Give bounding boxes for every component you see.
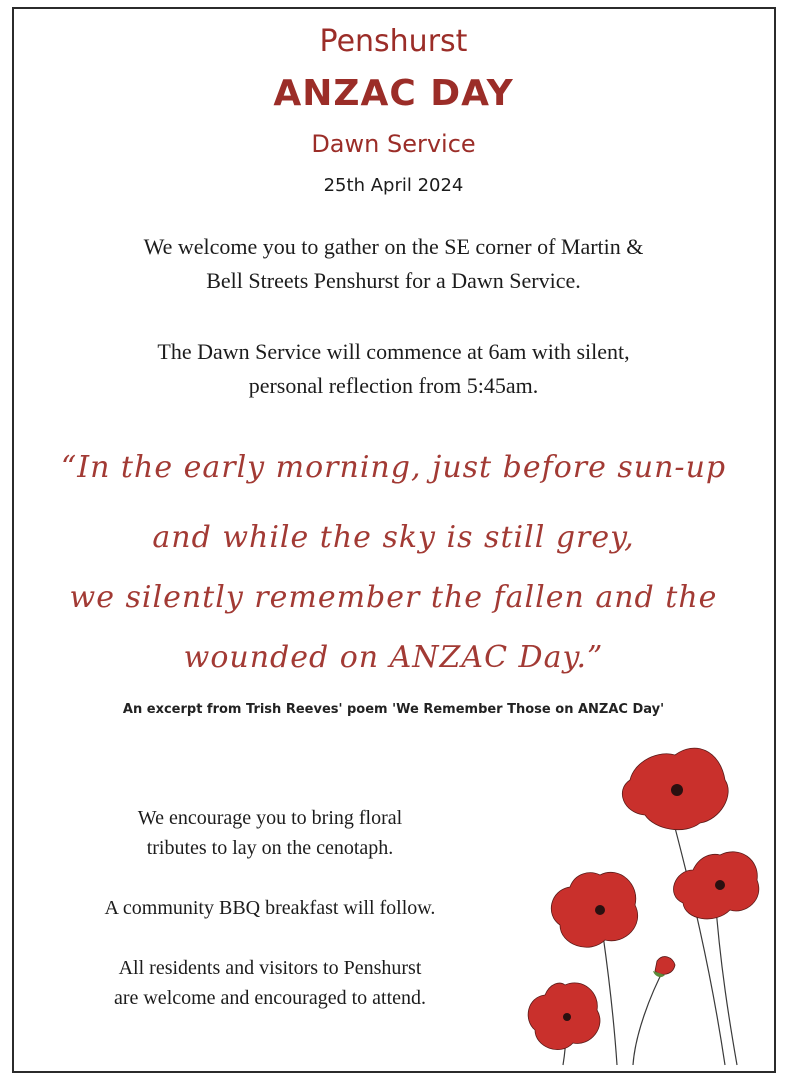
welcome-paragraph <box>0 230 787 298</box>
title-anzac-day: ANZAC DAY <box>273 73 514 114</box>
welcome-line: Bell Streets Penshurst for a Dawn Service. <box>206 268 581 293</box>
commence-line: The Dawn Service will commence at 6am with silent, <box>157 339 630 364</box>
floral-line: tributes to lay on the cenotaph. <box>146 837 394 859</box>
title-town: Penshurst <box>319 24 468 59</box>
all-line: All residents and visitors to Penshurst <box>118 957 422 979</box>
commence-line: personal reflection from 5:45am. <box>248 373 539 398</box>
poem-line: “In the early morning, just before sun-up <box>60 450 727 485</box>
poem-line: and while the sky is still grey, <box>152 520 635 555</box>
welcome-line: We welcome you to gather on the SE corner of Martin & <box>143 234 644 259</box>
event-date: 25th April 2024 <box>323 175 464 196</box>
floral-line: We encourage you to bring floral <box>137 807 403 829</box>
poppy-flowers-icon <box>505 735 775 1070</box>
poem-attribution: An excerpt from Trish Reeves' poem 'We Remember Those on ANZAC Day' <box>122 702 665 717</box>
poem-line: wounded on ANZAC Day.” <box>183 640 604 675</box>
title-dawn-service: Dawn Service <box>311 130 476 158</box>
all-line: are welcome and encouraged to attend. <box>113 987 427 1009</box>
commence-paragraph <box>0 335 787 403</box>
bbq-note: A community BBQ breakfast will follow. <box>104 897 436 919</box>
welcome-all-note <box>40 953 500 1013</box>
floral-tributes-note <box>40 803 500 863</box>
poem-line: we silently remember the fallen and the <box>69 580 718 615</box>
